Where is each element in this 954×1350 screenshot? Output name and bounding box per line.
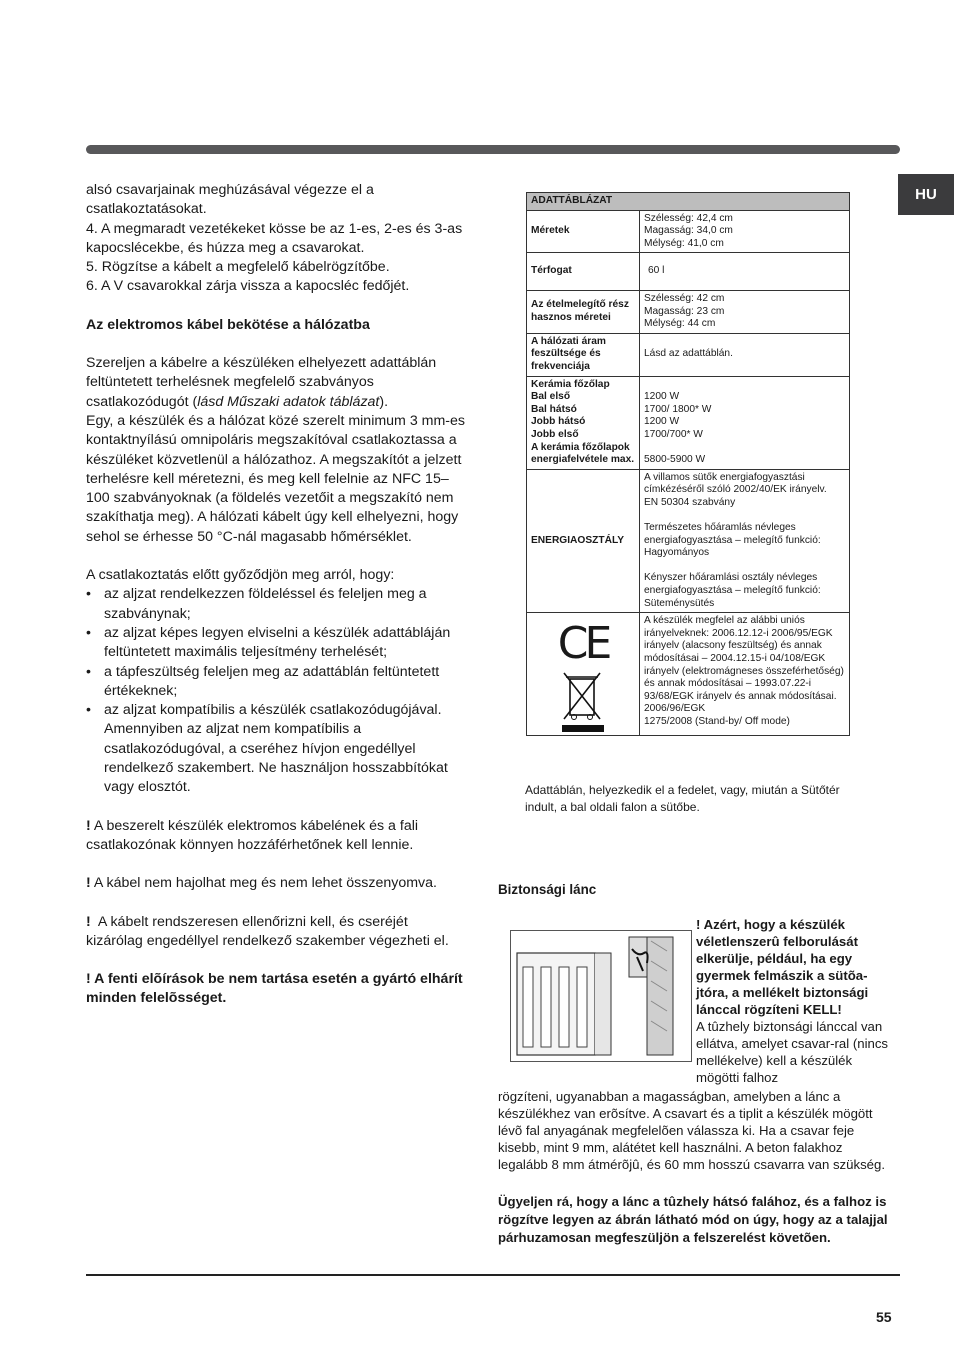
paragraph: A csatlakoztatás előtt győződjön meg arról, hogy:: [86, 567, 395, 584]
ce-mark-icon: CE: [557, 618, 609, 670]
chain-note-bold: Ügyeljen rá, hogy a lánc a tûzhely hátsó falához, és a falhoz is rögzítve legyen az ábrán látható mód on úgy, hogy az a talajjal párhuzamosan megfeszüljön a felszerelést követõen.: [498, 1194, 888, 1245]
table-row: [527, 376, 849, 469]
bullet-item: • a tápfeszültség feleljen meg az adattáblán feltüntetett értékeknek;: [86, 663, 440, 699]
table-label: Térfogat: [527, 253, 640, 290]
section-heading: Az elektromos kábel bekötése a hálózatba: [86, 316, 370, 333]
table-row: [527, 290, 849, 333]
table-value: 60 l: [648, 265, 665, 277]
table-row: [527, 612, 849, 735]
oven-chain-icon: [511, 931, 691, 1061]
warning: ! A beszerelt készülék elektromos kábelének és a fali csatlakozónak könnyen hozzáférhetőnek kell lennie.: [86, 817, 419, 853]
table-label: Kerámia főzőlap Bal első Bal hátsó Jobb hátsó Jobb első A kerámia főzőlapok energiafelvétele max.: [527, 377, 640, 469]
table-label: Az ételmelegítő rész hasznos méretei: [527, 291, 640, 333]
footer-line: [86, 1274, 900, 1276]
data-table: [526, 192, 850, 736]
paragraph: 4. A megmaradt vezetékeket kösse be az 1-es, 2-es és 3-as kapocslécekbe, és húzza meg a csavarokat.: [86, 220, 463, 256]
table-row: [527, 333, 849, 376]
chain-warning: ! Azért, hogy a készülék véletlenszerû felborulását elkerülje, például, ha egy gyermek felmászik a sütõa-jtóra, a mellékelt biztonsági lánccal rögzíteni KELL! A tûzhely biztonsági lánccal van ellátva, amelyet csavar-ral (nincs mellékelve) kell a készülék mögötti falhoz: [696, 917, 889, 1085]
table-label: [527, 613, 640, 735]
chain-illustration: [510, 930, 692, 1062]
table-value: Lásd az adattáblán.: [644, 348, 733, 360]
header-bar: [86, 145, 900, 154]
chain-text: rögzíteni, ugyanabban a magasságban, amelyben a lánc a készülékhez van erõsítve. A csavart és a tiplit a készülék mögött lévõ fal anyagának megfelelõen válassza ki. Ha a csavar feje kisebb, mint 9 mm, alátétet kell használni. A beton falakhoz legalább 8 mm átmérõjû, és 60 mm hosszú csavarra van szükség.: [498, 1089, 886, 1172]
language-tab: HU: [898, 174, 954, 215]
table-label: ENERGIAOSZTÁLY: [527, 470, 640, 613]
paragraph: Egy, a készülék és a hálózat közé szerelt minimum 3 mm-es kontaktnyílású omnipoláris megszakítóval csatlakoztassa a készüléket közvetlenül a hálózathoz. A megszakítót a jelzett terhelésre kell méretezni, és meg kell felelnie az NFC 15–100 szabványoknak (a földelés vezetőit a megszakító nem szakíthatja meg). A hálózati kábelt úgy kell elhelyezni, hogy sehol se érhesse 50 °C-nál magasabb hőmérséklet.: [86, 412, 465, 545]
warning: ! A kábelt rendszeresen ellenőrizni kell, és cseréjét kizárólag engedéllyel rendelkező szakember végezheti el.: [86, 913, 449, 949]
table-value: A villamos sütők energiafogyasztási címkézéséről szóló 2002/40/EK irányelv. EN 50304 szabvány Természetes hőáramlás névleges energiafogyasztása – melegítő funkció: Hagyományos Kényszer hőáramlási osztály névleges energiafogyasztása – melegítő funkció: Süteménysütés: [644, 471, 827, 609]
table-row: [527, 469, 849, 613]
bullet-list: [86, 585, 468, 797]
table-value: Szélesség: 42 cm Magasság: 23 cm Mélység: 44 cm: [644, 292, 725, 330]
bullet-item: • az aljzat rendelkezzen földeléssel és feleljen meg a szabványnak;: [86, 586, 427, 622]
table-caption: Adattáblán, helyezkedik el a fedelet, vagy, miután a Sütőtér indult, a bal oldali falon a sütőbe.: [525, 783, 840, 814]
table-title: ADATTÁBLÁZAT: [527, 193, 849, 210]
table-value: Szélesség: 42,4 cm Magasság: 34,0 cm Mélység: 41,0 cm: [644, 212, 733, 249]
table-value: 1200 W 1700/ 1800* W 1200 W 1700/700* W 5800-5900 W: [644, 391, 712, 466]
bullet-item: • az aljzat kompatíbilis a készülék csatlakozódugójával. Amennyiben az aljzat nem kompatíbilis a csatlakozódugóval, a cseréhez hívjon engedéllyel rendelkező szakembert. Ne használjon hosszabbítókat vagy elosztót.: [86, 702, 448, 796]
left-column: [86, 181, 468, 1009]
table-label: A hálózati áram feszültsége és frekvenciája: [527, 334, 640, 376]
weee-bin-icon: [560, 667, 606, 733]
paragraph: Szereljen a kábelre a készüléken elhelyezett adattáblán feltüntetett terhelésnek megfelelő szabványos csatlakozódugót (lásd Műszaki adatok táblázat).: [86, 355, 437, 410]
chain-heading: Biztonsági lánc: [498, 882, 597, 897]
table-label: Méretek: [527, 211, 640, 253]
page-number: 55: [876, 1309, 892, 1325]
paragraph: 5. Rögzítse a kábelt a megfelelő kábelrögzítőbe.: [86, 259, 390, 276]
warning-bold: ! A fenti elõírások be nem tartása esetén a gyártó elhárít minden felelõsséget.: [86, 971, 463, 1007]
paragraph: 6. A V csavarokkal zárja vissza a kapocsléc fedőjét.: [86, 278, 410, 295]
table-value: A készülék megfelel az alábbi uniós irányelveknek: 2006.12.12-i 2006/95/EGK irányelv (alacsony feszültség) és annak módosításai – 2004.12.15-i 04/108/EGK irányelv (elektromágneses összeférhetőség) és annak módosításai – 1993.07.22-i 93/68/EGK irányelv és annak módosításai. 2006/96/EGK 1275/2008 (Stand-by/ Off mode): [644, 615, 844, 727]
paragraph: alsó csavarjainak meghúzásával végezze el a csatlakoztatásokat.: [86, 182, 374, 218]
table-row: [527, 210, 849, 253]
bullet-item: • az aljzat képes legyen elviselni a készülék adattábláján feltüntetett maximális teljesítmény terhelését;: [86, 624, 451, 661]
warning: ! A kábel nem hajolhat meg és nem lehet összenyomva.: [86, 875, 437, 892]
table-row: [527, 252, 849, 290]
